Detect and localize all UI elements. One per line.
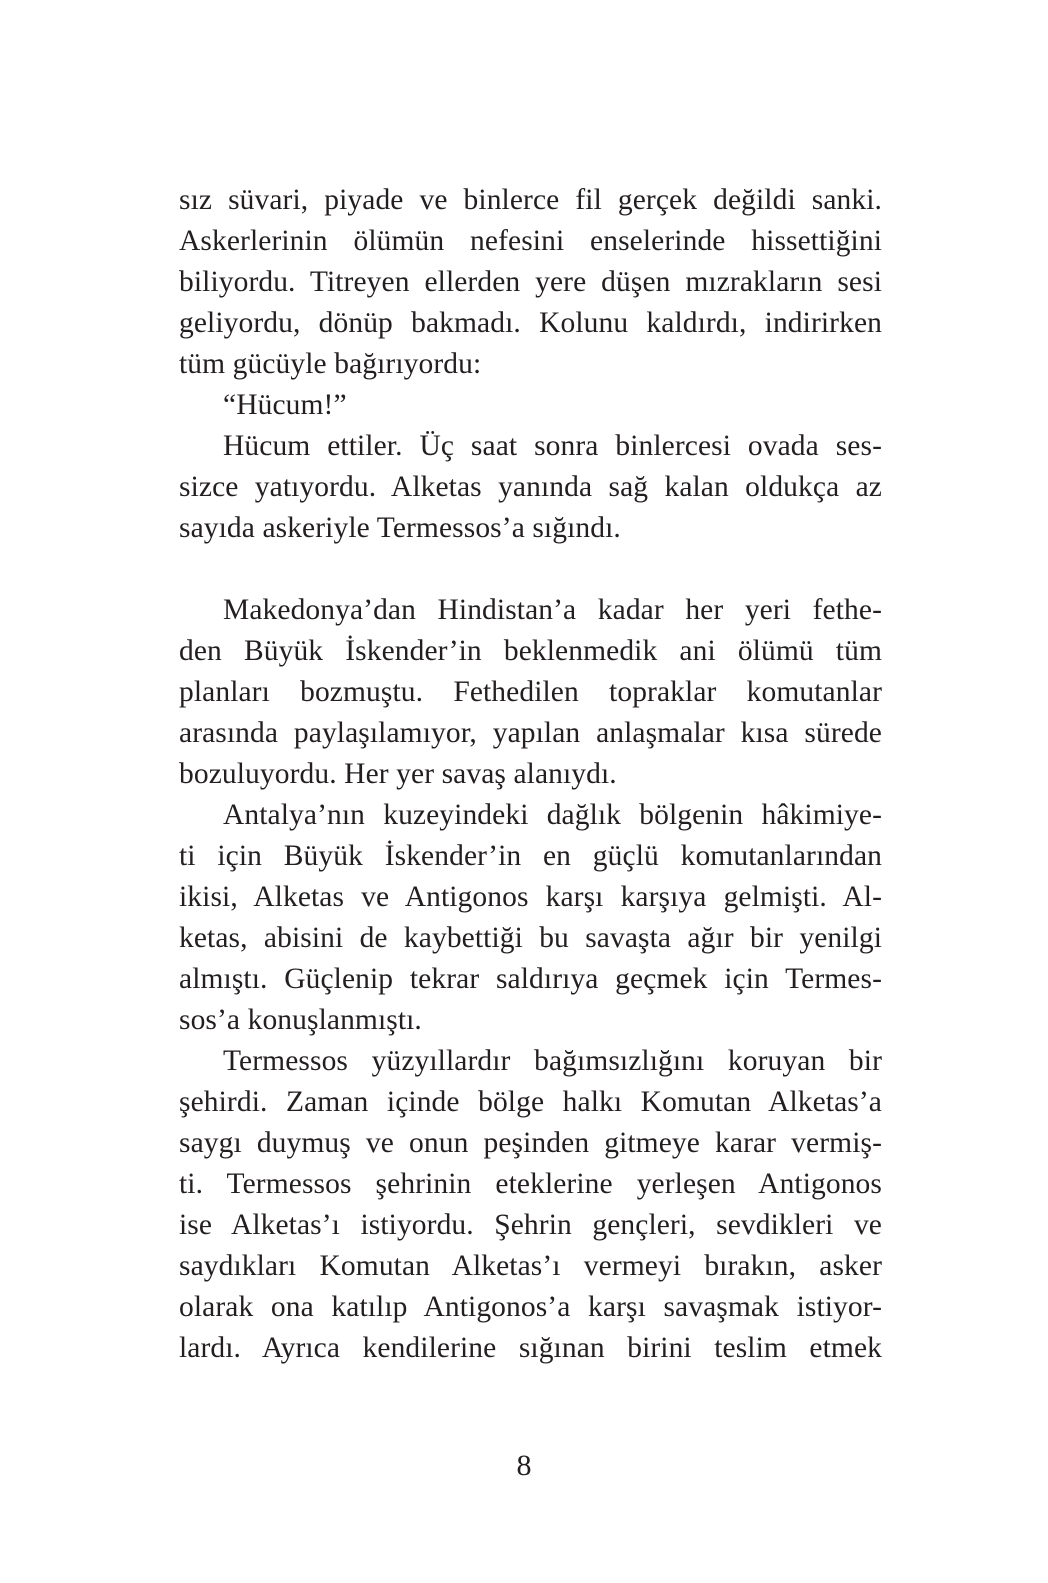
text-line: Termessos yüzyıllardır bağımsızlığını koruyan bir [223,1045,882,1077]
text-line: planları bozmuştu. Fethedilen topraklar komutanlar [179,676,882,708]
text-line: ikisi, Alketas ve Antigonos karşı karşıya gelmişti. Al- [179,881,882,913]
text-line: ise Alketas’ı istiyordu. Şehrin gençleri, sevdikleri ve [179,1209,882,1241]
text-line: arasında paylaşılamıyor, yapılan anlaşmalar kısa sürede [179,717,882,749]
text-line: saygı duymuş ve onun peşinden gitmeye karar vermiş- [179,1127,882,1159]
text-line: bozuluyordu. Her yer savaş alanıydı. [179,758,617,790]
text-line: sayıda askeriyle Termessos’a sığındı. [179,512,621,544]
text-line: biliyordu. Titreyen ellerden yere düşen mızrakların sesi [179,266,882,298]
text-line: ti için Büyük İskender’in en güçlü komutanlarından [179,840,882,872]
text-line: sız süvari, piyade ve binlerce fil gerçek değildi sanki. [179,184,882,216]
text-line: şehirdi. Zaman içinde bölge halkı Komutan Alketas’a [179,1086,882,1118]
text-line: almıştı. Güçlenip tekrar saldırıya geçmek için Termes- [179,963,882,995]
text-line: lardı. Ayrıca kendilerine sığınan birini teslim etmek [179,1332,882,1364]
text-line: geliyordu, dönüp bakmadı. Kolunu kaldırdı, indirirken [179,307,882,339]
text-line: den Büyük İskender’in beklenmedik ani ölümü tüm [179,635,882,667]
text-section-1 [179,180,882,549]
text-line: Hücum ettiler. Üç saat sonra binlercesi ovada ses- [223,430,882,462]
text-line: saydıkları Komutan Alketas’ı vermeyi bırakın, asker [179,1250,882,1282]
text-line: ketas, abisini de kaybettiği bu savaşta ağır bir yenilgi [179,922,882,954]
text-line: olarak ona katılıp Antigonos’a karşı savaşmak istiyor- [179,1291,882,1323]
text-line: sos’a konuşlanmıştı. [179,1004,422,1036]
text-section-2 [179,590,882,1369]
text-line: sizce yatıyordu. Alketas yanında sağ kalan oldukça az [179,471,882,503]
page-number: 8 [516,1449,532,1482]
text-line: Antalya’nın kuzeyindeki dağlık bölgenin hâkimiye- [223,799,882,831]
text-line: Makedonya’dan Hindistan’a kadar her yeri fethe- [223,594,882,626]
text-line: tüm gücüyle bağırıyordu: [179,348,482,380]
section-break [179,549,882,590]
text-line: ti. Termessos şehrinin eteklerine yerleşen Antigonos [179,1168,882,1200]
book-page-body [179,180,882,1369]
text-line: Askerlerinin ölümün nefesini enselerinde hissettiğini [179,225,882,257]
text-line: “Hücum!” [223,389,347,421]
